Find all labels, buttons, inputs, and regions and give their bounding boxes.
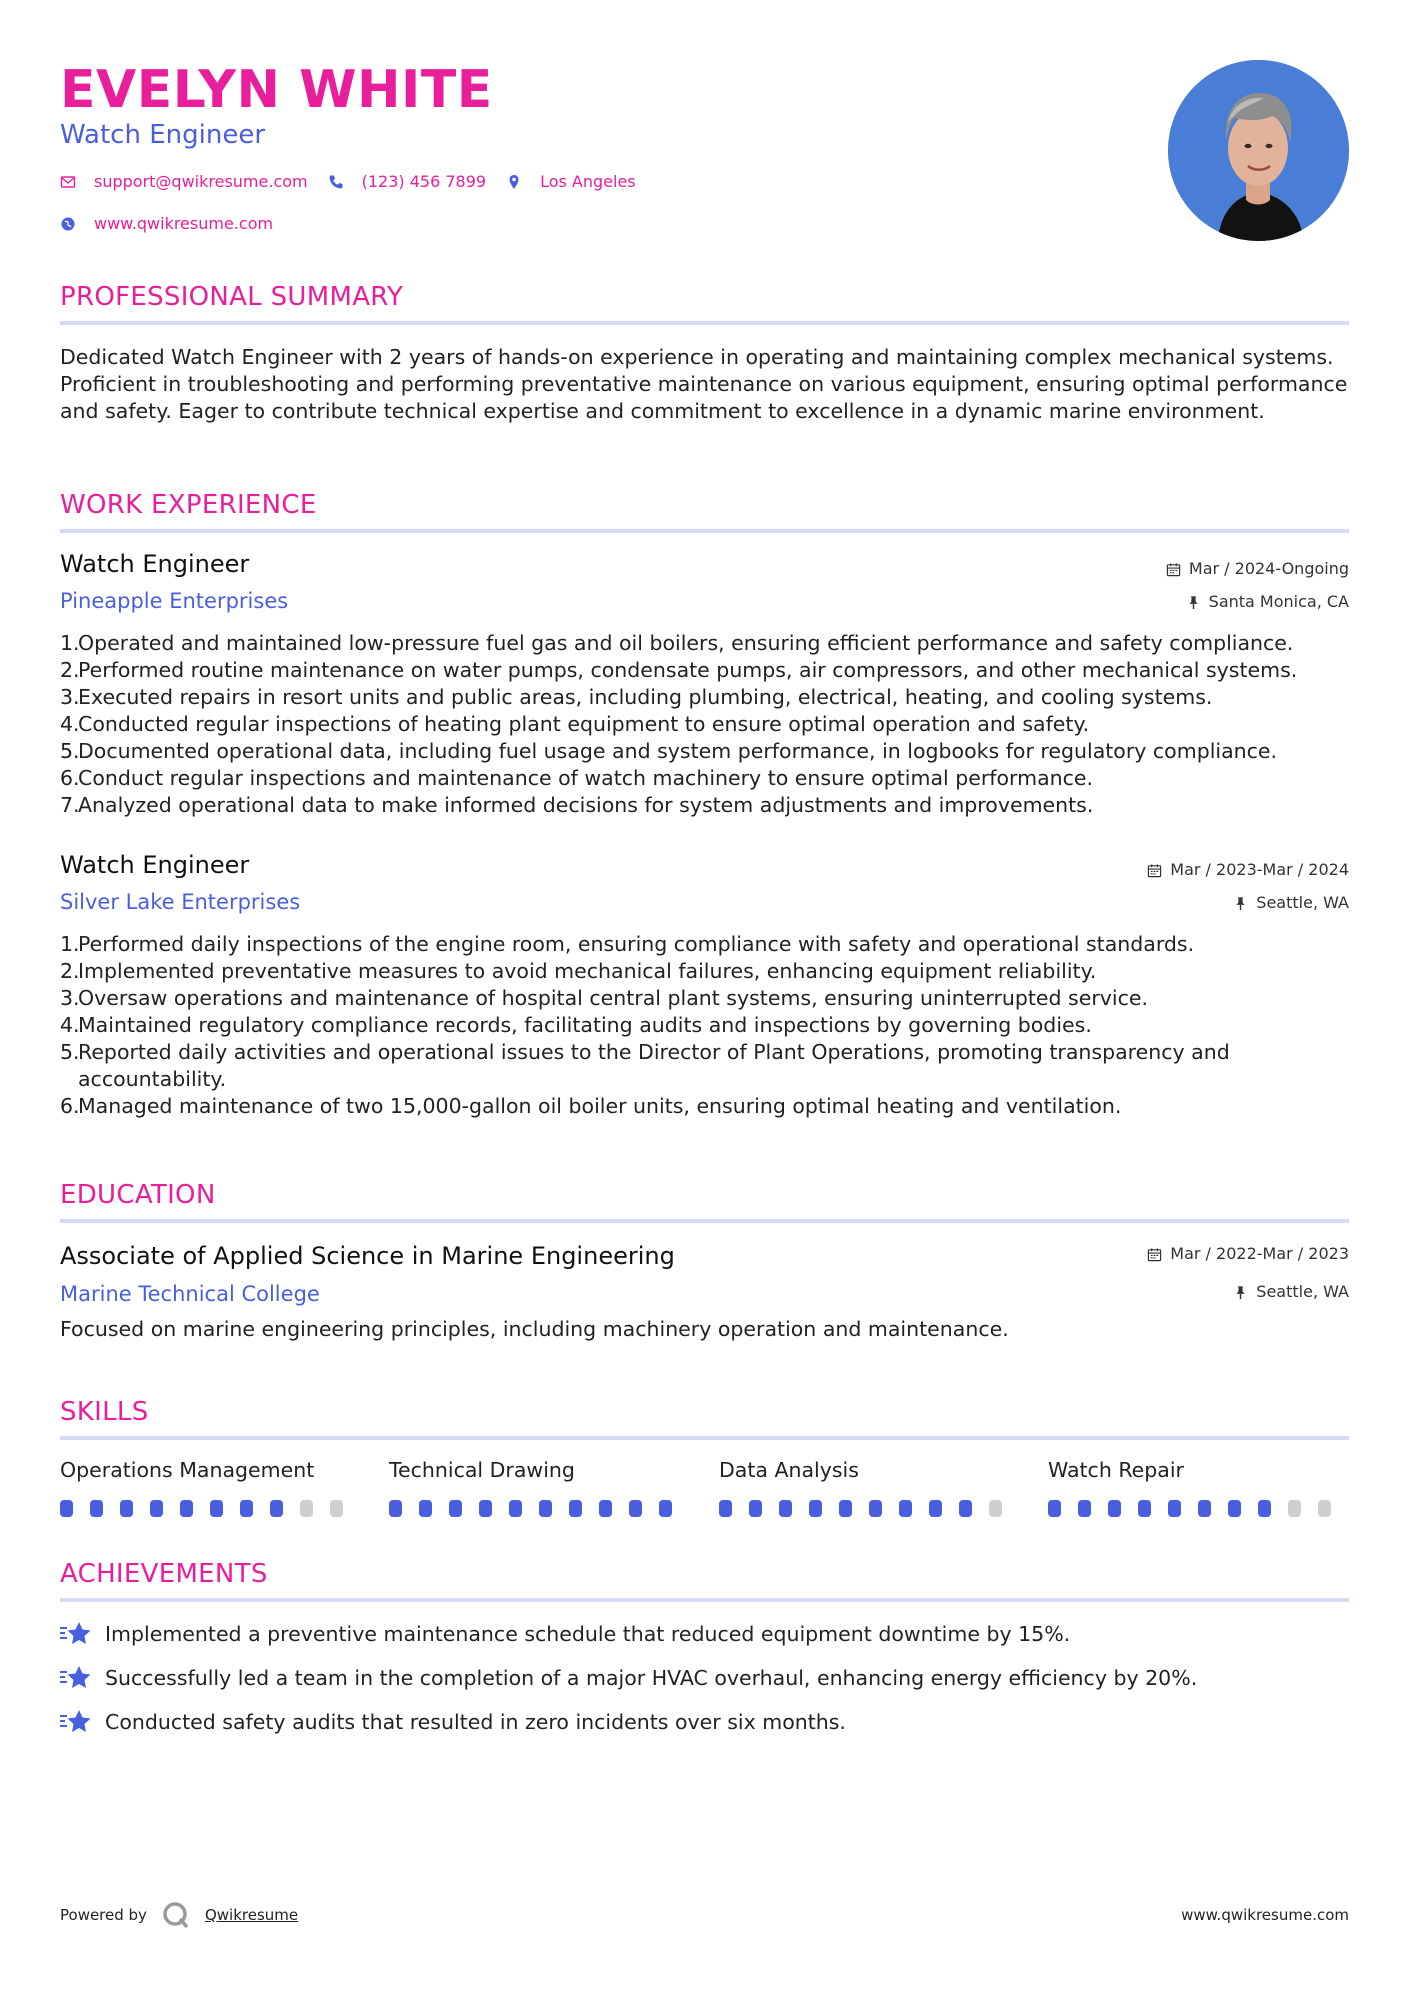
list-item: 5. Reported daily activities and operational issues to the Director of Plant Operations, promoting transparency and accountability. xyxy=(60,1040,1230,1091)
pushpin-icon xyxy=(1233,1285,1248,1300)
profile-photo xyxy=(1168,60,1349,241)
pushpin-icon xyxy=(1233,896,1248,911)
rating-dot-filled xyxy=(539,1500,552,1517)
rating-dot-empty xyxy=(300,1500,313,1517)
contact-email[interactable] xyxy=(60,172,308,191)
job-2-location: Seattle, WA xyxy=(1233,892,1349,914)
rating-dot-filled xyxy=(569,1500,582,1517)
rating-dot-filled xyxy=(719,1500,732,1517)
list-item: 7. Analyzed operational data to make informed decisions for system adjustments and improvements. xyxy=(60,793,1094,817)
education-description: Focused on marine engineering principles, including machinery operation and maintenance. xyxy=(60,1317,1009,1341)
skill-rating xyxy=(719,1500,1019,1517)
skill-rating xyxy=(60,1500,360,1517)
location-text: Los Angeles xyxy=(540,172,636,191)
rating-dot-filled xyxy=(1228,1500,1241,1517)
job-1-company: Pineapple Enterprises xyxy=(60,589,289,613)
list-item: 4. Maintained regulatory compliance records, facilitating audits and inspections by governing bodies. xyxy=(60,1013,1092,1037)
skill-rating xyxy=(389,1500,689,1517)
rating-dot-filled xyxy=(839,1500,852,1517)
rating-dot-filled xyxy=(749,1500,762,1517)
list-item: 4. Conducted regular inspections of heating plant equipment to ensure optimal operation and safety. xyxy=(60,712,1090,736)
skill-rating xyxy=(1048,1500,1348,1517)
achievements-divider xyxy=(60,1598,1349,1602)
contact-row-primary xyxy=(60,172,656,191)
email-text: support@qwikresume.com xyxy=(94,172,308,191)
job-2-dates: Mar / 2023-Mar / 2024 xyxy=(1147,859,1349,881)
rating-dot-filled xyxy=(509,1500,522,1517)
rating-dot-filled xyxy=(869,1500,882,1517)
contact-location xyxy=(506,172,636,191)
education-divider xyxy=(60,1219,1349,1223)
rating-dot-filled xyxy=(389,1500,402,1517)
experience-heading: WORK EXPERIENCE xyxy=(60,490,317,520)
list-item: 3. Executed repairs in resort units and public areas, including plumbing, electrical, heating, and cooling systems. xyxy=(60,685,1213,709)
rating-dot-filled xyxy=(929,1500,942,1517)
education-location: Seattle, WA xyxy=(1233,1281,1349,1303)
rating-dot-filled xyxy=(659,1500,672,1517)
rating-dot-filled xyxy=(120,1500,133,1517)
list-item: 2. Implemented preventative measures to avoid mechanical failures, enhancing equipment reliability. xyxy=(60,959,1097,983)
pushpin-icon xyxy=(1186,595,1201,610)
rating-dot-filled xyxy=(1198,1500,1211,1517)
rating-dot-filled xyxy=(779,1500,792,1517)
rating-dot-filled xyxy=(180,1500,193,1517)
rating-dot-filled xyxy=(449,1500,462,1517)
list-item: 1. Performed daily inspections of the engine room, ensuring compliance with safety and operational standards. xyxy=(60,932,1195,956)
rating-dot-filled xyxy=(1048,1500,1061,1517)
list-item: 3. Oversaw operations and maintenance of hospital central plant systems, ensuring uninterrupted service. xyxy=(60,986,1149,1010)
rating-dot-filled xyxy=(419,1500,432,1517)
qwikresume-logo-icon xyxy=(161,1900,191,1930)
contact-phone[interactable] xyxy=(328,172,486,191)
list-item: 1. Operated and maintained low-pressure fuel gas and oil boilers, ensuring efficient performance and safety compliance. xyxy=(60,631,1294,655)
summary-divider xyxy=(60,321,1349,325)
envelope-icon xyxy=(60,174,76,190)
skill-watch-repair xyxy=(1048,1456,1348,1517)
contact-website[interactable] xyxy=(60,214,273,233)
rating-dot-filled xyxy=(1138,1500,1151,1517)
experience-divider xyxy=(60,529,1349,533)
summary-heading: PROFESSIONAL SUMMARY xyxy=(60,282,404,312)
rating-dot-filled xyxy=(150,1500,163,1517)
education-school: Marine Technical College xyxy=(60,1282,320,1306)
skill-label: Technical Drawing xyxy=(389,1458,575,1482)
achievement-item: Conducted safety audits that resulted in zero incidents over six months. xyxy=(60,1708,846,1736)
rating-dot-filled xyxy=(210,1500,223,1517)
achievements-heading: ACHIEVEMENTS xyxy=(60,1559,268,1589)
footer-website[interactable]: www.qwikresume.com xyxy=(1181,1906,1349,1924)
rating-dot-filled xyxy=(1258,1500,1271,1517)
job-2-company: Silver Lake Enterprises xyxy=(60,890,301,914)
candidate-role: Watch Engineer xyxy=(60,120,266,150)
rating-dot-filled xyxy=(1108,1500,1121,1517)
rating-dot-filled xyxy=(809,1500,822,1517)
powered-by-label: Powered by xyxy=(60,1906,147,1924)
rating-dot-empty xyxy=(989,1500,1002,1517)
rating-dot-empty xyxy=(330,1500,343,1517)
skill-label: Watch Repair xyxy=(1048,1458,1184,1482)
job-2-bullets xyxy=(60,931,1349,1120)
star-icon xyxy=(60,1708,92,1736)
list-item: 5. Documented operational data, including fuel usage and system performance, in logbooks for regulatory compliance. xyxy=(60,739,1278,763)
education-dates: Mar / 2022-Mar / 2023 xyxy=(1147,1243,1349,1265)
skill-label: Operations Management xyxy=(60,1458,315,1482)
globe-icon xyxy=(60,216,76,232)
skill-label: Data Analysis xyxy=(719,1458,859,1482)
phone-text: (123) 456 7899 xyxy=(361,172,487,191)
star-icon xyxy=(60,1664,92,1692)
summary-text: Dedicated Watch Engineer with 2 years of hands-on experience in operating and maintaining complex mechanical systems. Proficient in troubleshooting and performing preventative maintenance on various equipment, ensuring optimal performance and safety. Eager to contribute technical expertise and commitment to excellence in a dynamic marine environment. xyxy=(60,345,1348,423)
rating-dot-filled xyxy=(270,1500,283,1517)
achievement-item: Implemented a preventive maintenance schedule that reduced equipment downtime by 15%. xyxy=(60,1620,1070,1648)
rating-dot-filled xyxy=(1168,1500,1181,1517)
rating-dot-filled xyxy=(90,1500,103,1517)
rating-dot-filled xyxy=(629,1500,642,1517)
rating-dot-filled xyxy=(1078,1500,1091,1517)
skill-operations-management xyxy=(60,1456,360,1517)
rating-dot-empty xyxy=(1318,1500,1331,1517)
phone-icon xyxy=(328,174,344,190)
contact-row-secondary xyxy=(60,214,293,233)
calendar-icon xyxy=(1147,863,1162,878)
calendar-icon xyxy=(1166,562,1181,577)
skills-divider xyxy=(60,1436,1349,1440)
footer-powered-by xyxy=(60,1900,298,1930)
job-1-title: Watch Engineer xyxy=(60,550,250,578)
rating-dot-filled xyxy=(899,1500,912,1517)
rating-dot-filled xyxy=(479,1500,492,1517)
star-icon xyxy=(60,1620,92,1648)
rating-dot-filled xyxy=(240,1500,253,1517)
candidate-name: EVELYN WHITE xyxy=(60,60,493,120)
rating-dot-filled xyxy=(60,1500,73,1517)
brand-link[interactable]: Qwikresume xyxy=(204,1906,299,1924)
job-1-bullets xyxy=(60,630,1349,819)
rating-dot-filled xyxy=(599,1500,612,1517)
calendar-icon xyxy=(1147,1247,1162,1262)
job-1-dates: Mar / 2024-Ongoing xyxy=(1166,558,1349,580)
skill-technical-drawing xyxy=(389,1456,689,1517)
education-degree: Associate of Applied Science in Marine Engineering xyxy=(60,1242,675,1270)
list-item: 6. Conduct regular inspections and maintenance of watch machinery to ensure optimal performance. xyxy=(60,766,1094,790)
list-item: 6. Managed maintenance of two 15,000-gallon oil boiler units, ensuring optimal heating and ventilation. xyxy=(60,1094,1122,1118)
achievement-item: Successfully led a team in the completion of a major HVAC overhaul, enhancing energy efficiency by 20%. xyxy=(60,1664,1197,1692)
website-text: www.qwikresume.com xyxy=(94,214,274,233)
job-2-title: Watch Engineer xyxy=(60,851,250,879)
rating-dot-filled xyxy=(959,1500,972,1517)
skills-heading: SKILLS xyxy=(60,1397,149,1427)
education-heading: EDUCATION xyxy=(60,1180,216,1210)
job-1-location: Santa Monica, CA xyxy=(1186,591,1349,613)
rating-dot-empty xyxy=(1288,1500,1301,1517)
map-pin-icon xyxy=(506,174,522,190)
list-item: 2. Performed routine maintenance on water pumps, condensate pumps, air compressors, and other mechanical systems. xyxy=(60,658,1298,682)
skill-data-analysis xyxy=(719,1456,1019,1517)
